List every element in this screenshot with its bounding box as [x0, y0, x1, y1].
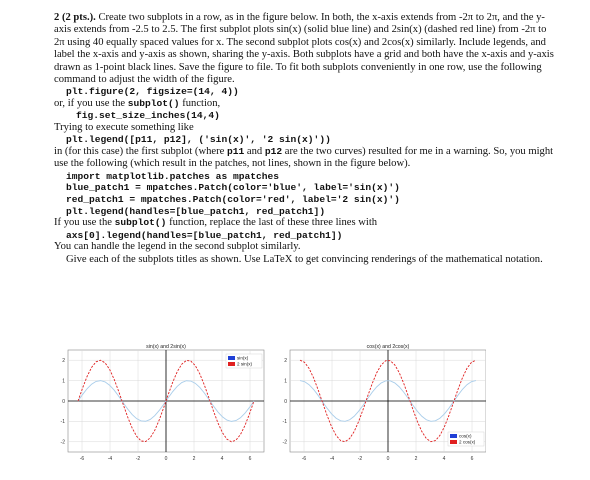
legend-label: cos(x) [459, 433, 472, 439]
legend-swatch [450, 440, 457, 444]
warning-code-p11: p11 [226, 146, 245, 158]
code-axs-legend: axs[0].legend(handles=[blue_patch1, red_patch1]) [66, 229, 343, 241]
subplot-code: subplot() [114, 217, 167, 229]
x-tick-label: 2 [414, 456, 418, 462]
x-tick-label: -6 [301, 456, 307, 462]
x-tick-label: 0 [386, 456, 390, 462]
intro-text: Create two subplots in a row, as in the figure below. In both, the x-axis extends from -2π to 2π, and the y-axis extends from -2.5 to 2.5. The first subplot plots sin(x) (solid blue line) and 2sin(x) (dashed red line) from -2π to 2π using 40 equally spaced values for x. The second subplot plots cos(x) and 2cos(x) similarly. Include legends, and label the x-axis and y-axis as shown, sharing the y-axis. Both subplots have a grid and both have the x-axis and y-axis drawn as 1-point black lines. Save the figure to file. To fit both subplots conveniently in one row, use the following command to adjust the width of the figure. [54, 12, 554, 86]
subplot-1 [61, 344, 264, 462]
x-tick-label: 4 [220, 456, 224, 462]
x-tick-label: -6 [79, 456, 85, 462]
or-code: subplot() [127, 98, 180, 110]
legend-swatch [450, 434, 457, 438]
x-tick-label: 6 [248, 456, 252, 462]
y-tick-label: -2 [282, 439, 287, 446]
paragraph-trying: Trying to execute something like [54, 122, 194, 134]
y-tick-label: 0 [284, 398, 287, 405]
warning-code-p12: p12 [264, 146, 283, 158]
y-tick-label: -2 [60, 439, 65, 446]
x-tick-label: -4 [107, 456, 113, 462]
y-tick-label: 2 [284, 358, 287, 364]
code-patches: import matplotlib.patches as mpatches blue_patch1 = mpatches.Patch(color='blue', label='sin(x)') red_patch1 = mpatches.Patch(color='red', label='2 sin(x)') plt.legend(handles=[blue_patch1, red_patch1]) [66, 170, 400, 217]
y-tick-label: 1 [284, 378, 287, 385]
paragraph-or [54, 98, 554, 110]
x-tick-label: 2 [192, 456, 196, 462]
y-tick-label: 0 [62, 398, 65, 405]
y-tick-label: -1 [282, 419, 287, 426]
subplots-figure [56, 342, 486, 470]
legend [226, 354, 262, 368]
subplot-2 [283, 344, 486, 462]
or-text-b: function, [179, 98, 221, 110]
legend [448, 432, 484, 446]
x-tick-label: 0 [164, 456, 168, 462]
paragraph-second-legend: You can handle the legend in the second subplot similarly. [54, 241, 301, 253]
code-legend-warning: plt.legend([p11, p12], ('sin(x)', '2 sin(x)')) [66, 134, 331, 146]
warning-text-b: and [244, 146, 265, 158]
problem-text [54, 12, 554, 266]
y-tick-label: 1 [62, 378, 65, 385]
paragraph-subplot [54, 217, 554, 229]
paragraph-titles: Give each of the subplots titles as shown. Use LaTeX to get convincing renderings of the mathematical notation. [66, 253, 543, 265]
legend-swatch [228, 362, 235, 366]
legend-label: 2 sin(x) [237, 361, 253, 367]
x-tick-label: -2 [135, 456, 141, 462]
x-tick-label: -4 [329, 456, 335, 462]
code-set-size: fig.set_size_inches(14,4) [76, 110, 220, 122]
y-tick-label: 2 [62, 358, 65, 364]
or-text-a: or, if you use the [54, 98, 128, 110]
legend-swatch [228, 356, 235, 360]
code-figsize: plt.figure(2, figsize=(14, 4)) [66, 86, 239, 98]
subplot-text-b: function, replace the last of these three lines with [166, 217, 378, 229]
x-tick-label: 4 [442, 456, 446, 462]
subplot-title: sin(x) and 2sin(x) [146, 344, 186, 350]
paragraph-intro [54, 12, 554, 86]
paragraph-warning [54, 146, 554, 171]
legend-label: 2 cos(x) [459, 439, 476, 445]
warning-text-a: in (for this case) the first subplot (where [54, 146, 227, 158]
x-tick-label: -2 [357, 456, 363, 462]
y-tick-label: -1 [60, 419, 65, 426]
problem-heading: 2 (2 pts.). [54, 12, 96, 23]
x-tick-label: 6 [470, 456, 474, 462]
subplot-text-a: If you use the [54, 217, 115, 229]
subplot-title: cos(x) and 2cos(x) [366, 344, 410, 350]
legend-label: sin(x) [237, 355, 249, 361]
warning-text-c: are the two curves) resulted for me in a warning. So, you might use the following (which result in the patches, not lines, shown in the figure below). [54, 146, 554, 170]
